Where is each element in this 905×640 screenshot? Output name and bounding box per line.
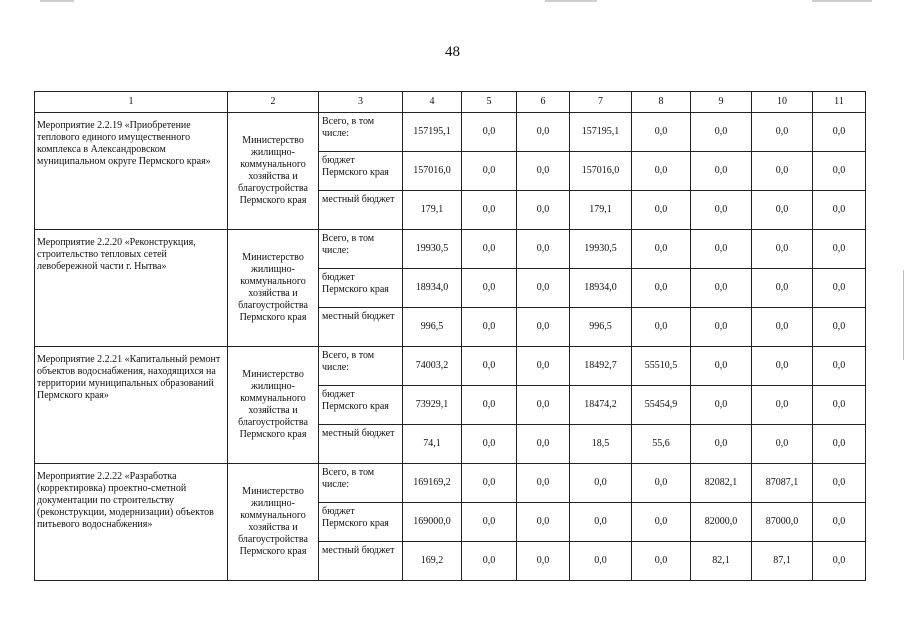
- amount-cell: 0,0: [752, 425, 813, 464]
- amount-cell: 0,0: [691, 269, 752, 308]
- amount-cell: 0,0: [691, 191, 752, 230]
- amount-cell: 87,1: [752, 542, 813, 581]
- amount-cell: 87087,1: [752, 464, 813, 503]
- header-row: [35, 92, 866, 113]
- amount-cell: 996,5: [403, 308, 462, 347]
- responsible-ministry-cell: Министерство жилищно-коммунального хозяйства и благоустройства Пермского края: [228, 113, 319, 230]
- amount-cell: 0,0: [813, 542, 866, 581]
- amount-cell: 157016,0: [403, 152, 462, 191]
- amount-cell: 74,1: [403, 425, 462, 464]
- amount-cell: 19930,5: [403, 230, 462, 269]
- amount-cell: 0,0: [462, 191, 517, 230]
- amount-cell: 0,0: [517, 542, 570, 581]
- amount-cell: 0,0: [632, 152, 691, 191]
- amount-cell: 0,0: [632, 230, 691, 269]
- table-body: [35, 92, 866, 581]
- amount-cell: 0,0: [517, 464, 570, 503]
- amount-cell: 0,0: [813, 425, 866, 464]
- event-name-cell: Мероприятие 2.2.19 «Приобретение теплового единого имущественного комплекса в Александровском муниципальном округе Пермского края»: [35, 113, 228, 230]
- amount-cell: 0,0: [813, 191, 866, 230]
- amount-cell: 157016,0: [570, 152, 632, 191]
- amount-cell: 169000,0: [403, 503, 462, 542]
- amount-cell: 18492,7: [570, 347, 632, 386]
- table-row: [35, 230, 866, 269]
- funding-source-cell: местный бюджет: [319, 308, 403, 347]
- amount-cell: 0,0: [570, 464, 632, 503]
- amount-cell: 0,0: [462, 386, 517, 425]
- column-header: 3: [319, 92, 403, 113]
- amount-cell: 0,0: [813, 152, 866, 191]
- amount-cell: 0,0: [813, 347, 866, 386]
- amount-cell: 0,0: [462, 230, 517, 269]
- funding-source-cell: Всего, в том числе:: [319, 230, 403, 269]
- amount-cell: 0,0: [462, 269, 517, 308]
- amount-cell: 0,0: [691, 113, 752, 152]
- amount-cell: 0,0: [517, 269, 570, 308]
- amount-cell: 169,2: [403, 542, 462, 581]
- amount-cell: 0,0: [752, 347, 813, 386]
- amount-cell: 0,0: [462, 464, 517, 503]
- amount-cell: 82000,0: [691, 503, 752, 542]
- amount-cell: 179,1: [570, 191, 632, 230]
- amount-cell: 0,0: [632, 191, 691, 230]
- amount-cell: 18474,2: [570, 386, 632, 425]
- amount-cell: 82082,1: [691, 464, 752, 503]
- amount-cell: 0,0: [752, 230, 813, 269]
- table-row: [35, 113, 866, 152]
- amount-cell: 18934,0: [403, 269, 462, 308]
- amount-cell: 0,0: [462, 542, 517, 581]
- funding-source-cell: местный бюджет: [319, 542, 403, 581]
- amount-cell: 0,0: [570, 503, 632, 542]
- amount-cell: 0,0: [462, 308, 517, 347]
- column-header: 5: [462, 92, 517, 113]
- amount-cell: 0,0: [813, 269, 866, 308]
- amount-cell: 73929,1: [403, 386, 462, 425]
- amount-cell: 0,0: [462, 425, 517, 464]
- amount-cell: 18934,0: [570, 269, 632, 308]
- amount-cell: 0,0: [813, 230, 866, 269]
- amount-cell: 0,0: [462, 503, 517, 542]
- amount-cell: 55510,5: [632, 347, 691, 386]
- amount-cell: 0,0: [691, 230, 752, 269]
- amount-cell: 0,0: [570, 542, 632, 581]
- funding-source-cell: бюджет Пермского края: [319, 503, 403, 542]
- amount-cell: 0,0: [517, 308, 570, 347]
- amount-cell: 0,0: [462, 152, 517, 191]
- column-header: 8: [632, 92, 691, 113]
- amount-cell: 0,0: [632, 113, 691, 152]
- amount-cell: 0,0: [517, 230, 570, 269]
- funding-source-cell: бюджет Пермского края: [319, 269, 403, 308]
- amount-cell: 0,0: [462, 113, 517, 152]
- funding-table: [34, 91, 866, 581]
- amount-cell: 0,0: [813, 386, 866, 425]
- amount-cell: 0,0: [752, 191, 813, 230]
- amount-cell: 996,5: [570, 308, 632, 347]
- column-header: 2: [228, 92, 319, 113]
- amount-cell: 0,0: [691, 386, 752, 425]
- table-row: [35, 464, 866, 503]
- funding-source-cell: бюджет Пермского края: [319, 386, 403, 425]
- amount-cell: 0,0: [813, 503, 866, 542]
- column-header: 9: [691, 92, 752, 113]
- column-header: 10: [752, 92, 813, 113]
- scan-edge-mark: [812, 0, 872, 2]
- funding-source-cell: местный бюджет: [319, 191, 403, 230]
- funding-source-cell: Всего, в том числе:: [319, 347, 403, 386]
- column-header: 4: [403, 92, 462, 113]
- amount-cell: 0,0: [752, 113, 813, 152]
- scan-edge-mark: [903, 270, 904, 360]
- column-header: 6: [517, 92, 570, 113]
- amount-cell: 0,0: [632, 542, 691, 581]
- amount-cell: 0,0: [691, 152, 752, 191]
- event-name-cell: Мероприятие 2.2.21 «Капитальный ремонт объектов водоснабжения, находящихся на территории муниципальных образований Пермского края»: [35, 347, 228, 464]
- amount-cell: 0,0: [632, 308, 691, 347]
- scan-edge-mark: [545, 0, 597, 2]
- scan-edge-mark: [40, 0, 74, 2]
- responsible-ministry-cell: Министерство жилищно-коммунального хозяйства и благоустройства Пермского края: [228, 230, 319, 347]
- responsible-ministry-cell: Министерство жилищно-коммунального хозяйства и благоустройства Пермского края: [228, 347, 319, 464]
- amount-cell: 0,0: [813, 113, 866, 152]
- amount-cell: 55454,9: [632, 386, 691, 425]
- amount-cell: 0,0: [691, 347, 752, 386]
- amount-cell: 0,0: [517, 152, 570, 191]
- amount-cell: 19930,5: [570, 230, 632, 269]
- amount-cell: 0,0: [517, 347, 570, 386]
- amount-cell: 55,6: [632, 425, 691, 464]
- amount-cell: 157195,1: [403, 113, 462, 152]
- amount-cell: 0,0: [752, 308, 813, 347]
- amount-cell: 0,0: [632, 464, 691, 503]
- amount-cell: 0,0: [752, 269, 813, 308]
- column-header: 1: [35, 92, 228, 113]
- amount-cell: 157195,1: [570, 113, 632, 152]
- amount-cell: 0,0: [813, 308, 866, 347]
- amount-cell: 0,0: [691, 308, 752, 347]
- amount-cell: 0,0: [517, 113, 570, 152]
- amount-cell: 18,5: [570, 425, 632, 464]
- amount-cell: 82,1: [691, 542, 752, 581]
- funding-source-cell: Всего, в том числе:: [319, 113, 403, 152]
- table-row: [35, 347, 866, 386]
- responsible-ministry-cell: Министерство жилищно-коммунального хозяйства и благоустройства Пермского края: [228, 464, 319, 581]
- column-header: 11: [813, 92, 866, 113]
- amount-cell: 0,0: [632, 269, 691, 308]
- page-number: 48: [445, 44, 460, 60]
- event-name-cell: Мероприятие 2.2.20 «Реконструкция, строительство тепловых сетей левобережной части г. Нытва»: [35, 230, 228, 347]
- column-header: 7: [570, 92, 632, 113]
- amount-cell: 74003,2: [403, 347, 462, 386]
- amount-cell: 0,0: [517, 191, 570, 230]
- amount-cell: 0,0: [752, 386, 813, 425]
- amount-cell: 0,0: [691, 425, 752, 464]
- event-name-cell: Мероприятие 2.2.22 «Разработка (корректировка) проектно-сметной документации по строительству (реконструкции, модернизации) объектов питьевого водоснабжения»: [35, 464, 228, 581]
- amount-cell: 0,0: [752, 152, 813, 191]
- amount-cell: 0,0: [517, 425, 570, 464]
- amount-cell: 0,0: [632, 503, 691, 542]
- funding-source-cell: бюджет Пермского края: [319, 152, 403, 191]
- amount-cell: 0,0: [517, 503, 570, 542]
- amount-cell: 87000,0: [752, 503, 813, 542]
- funding-source-cell: местный бюджет: [319, 425, 403, 464]
- amount-cell: 169169,2: [403, 464, 462, 503]
- amount-cell: 179,1: [403, 191, 462, 230]
- amount-cell: 0,0: [517, 386, 570, 425]
- amount-cell: 0,0: [462, 347, 517, 386]
- amount-cell: 0,0: [813, 464, 866, 503]
- funding-source-cell: Всего, в том числе:: [319, 464, 403, 503]
